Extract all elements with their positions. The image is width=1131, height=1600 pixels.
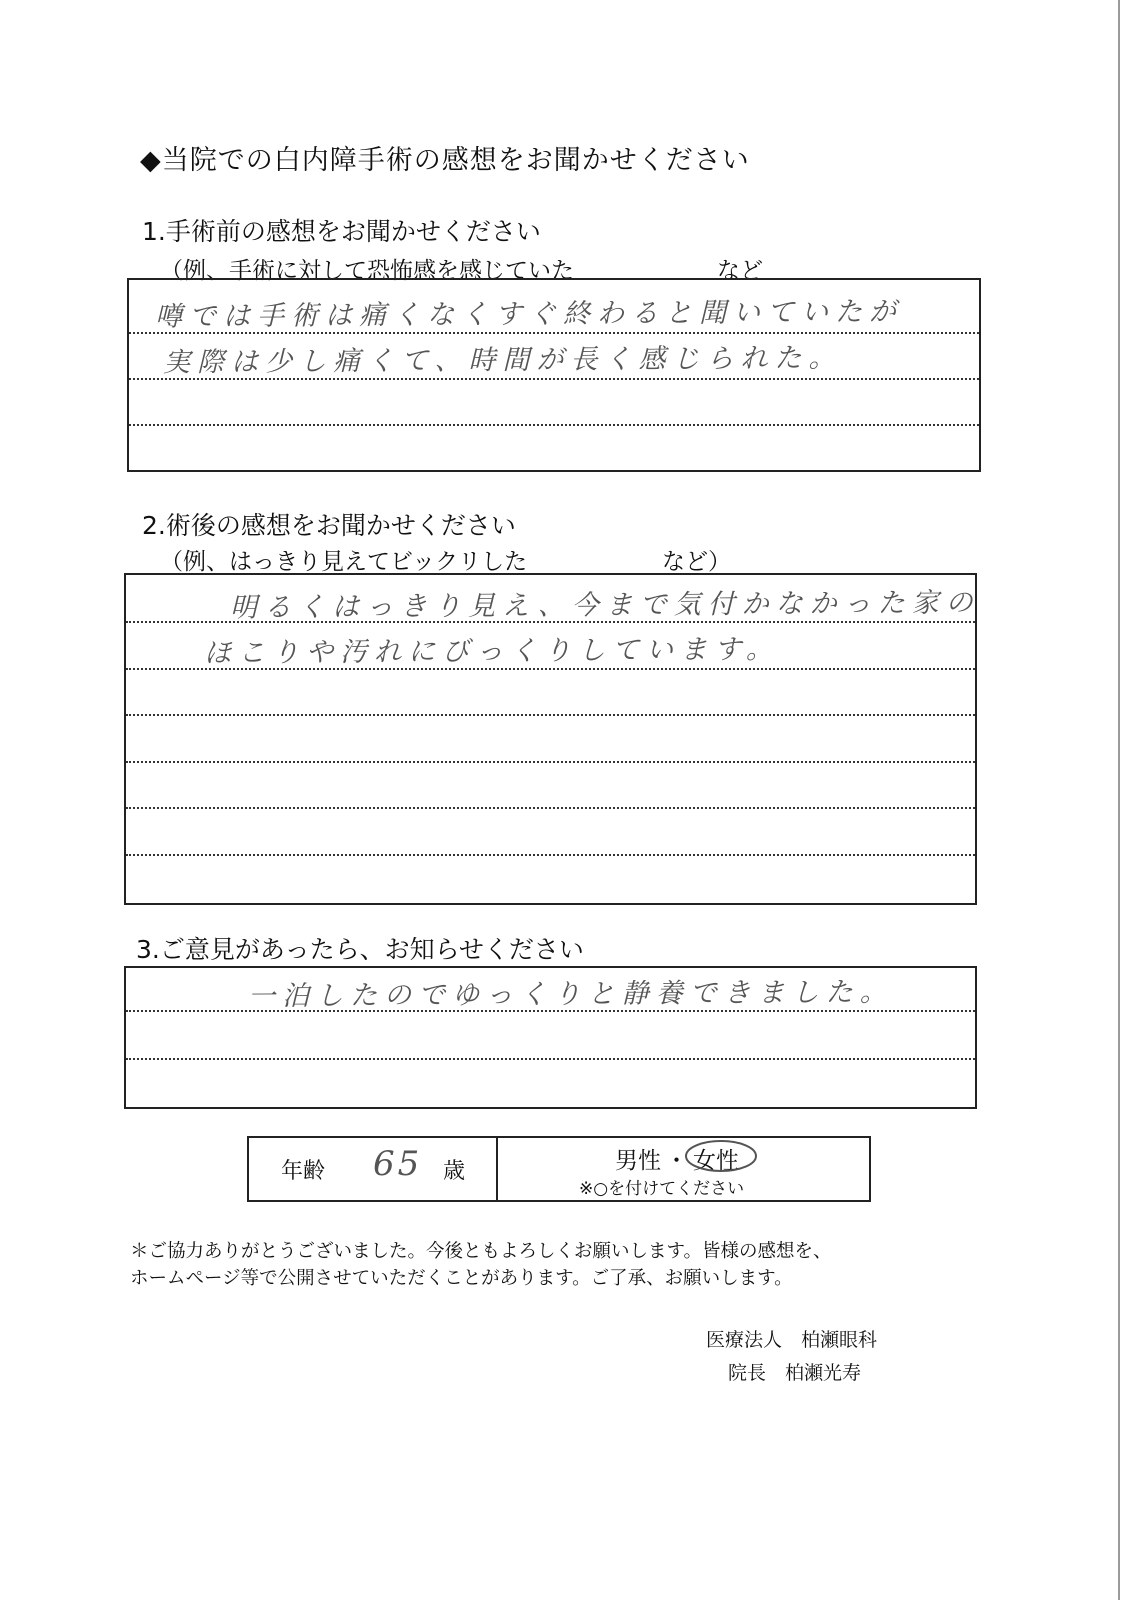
answer-3-line-1: 一泊したのでゆっくりと静養できました。: [247, 976, 894, 1013]
respondent-info-box: [247, 1136, 871, 1202]
question-1-example-end: など: [717, 258, 763, 284]
selection-circle-icon: [683, 1138, 759, 1174]
question-2-heading: 2.術後の感想をお聞かせください: [142, 511, 516, 540]
question-3-heading: 3.ご意見があったら、お知らせください: [136, 935, 584, 964]
dotted-line: [129, 424, 979, 426]
signature-org: 医療法人 柏瀬眼科: [706, 1329, 878, 1351]
info-divider: [496, 1138, 498, 1200]
answer-1-line-1: 噂では手術は痛くなくすぐ終わると聞いていたが: [154, 296, 904, 333]
age-unit: 歳: [443, 1159, 466, 1184]
answer-1-line-2: 実際は少し痛くて、時間が長く感じられた。: [162, 342, 843, 379]
notes-line-1: ＊ご協力ありがとうございました。今後ともよろしくお願いします。皆様の感想を、: [130, 1241, 832, 1262]
dotted-line: [126, 761, 975, 763]
signature-director: 院長 柏瀬光寿: [728, 1362, 862, 1384]
answer-box-1[interactable]: [127, 278, 981, 472]
question-2-example-end: など）: [662, 549, 731, 575]
question-1-heading: 1.手術前の感想をお聞かせください: [142, 217, 541, 246]
notes-line-2: ホームページ等で公開させていただくことがあります。ご了承、お願いします。: [130, 1268, 793, 1289]
gender-female[interactable]: 女性: [693, 1148, 739, 1174]
dotted-line: [126, 1058, 975, 1060]
age-value[interactable]: 65: [373, 1144, 423, 1184]
answer-2-line-2: ほこりや汚れにびっくりしています。: [203, 633, 780, 670]
dotted-line: [126, 854, 975, 856]
answer-box-3[interactable]: [124, 966, 977, 1109]
answer-box-2[interactable]: [124, 573, 980, 905]
dotted-line: [126, 807, 975, 809]
page-edge: [1118, 0, 1120, 1600]
gender-note: ※○を付けてください: [579, 1179, 745, 1199]
answer-2-line-1: 明るくはっきり見え、今まで気付かなかった家の: [229, 587, 980, 624]
page-title: ◆当院での白内障手術の感想をお聞かせください: [140, 145, 750, 176]
gender-separator: ・: [665, 1148, 688, 1174]
age-label: 年齢: [281, 1159, 326, 1184]
gender-male[interactable]: 男性: [615, 1148, 661, 1174]
question-2-example: （例、はっきり見えてビックリした: [160, 549, 528, 575]
question-1-example: （例、手術に対して恐怖感を感じていた: [160, 258, 574, 284]
dotted-line: [126, 714, 975, 716]
